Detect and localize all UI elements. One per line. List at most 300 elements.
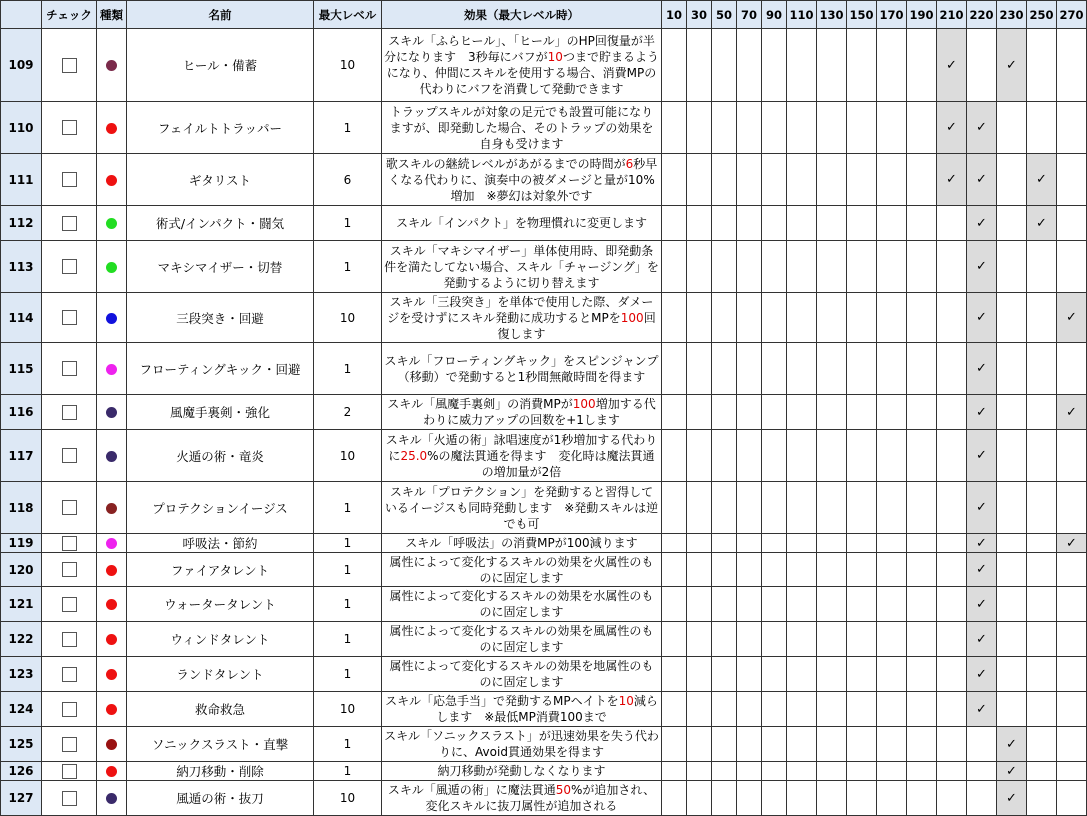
header-level-30: 30 [687, 1, 712, 29]
level-cell-250 [1027, 293, 1057, 343]
row-number: 115 [1, 343, 42, 395]
row-checkbox[interactable] [62, 58, 77, 73]
level-cell-110 [787, 343, 817, 395]
level-cell-210 [937, 553, 967, 587]
header-level-90: 90 [762, 1, 787, 29]
level-cell-50 [712, 622, 737, 657]
level-cell-210 [937, 395, 967, 430]
level-cell-30 [687, 343, 712, 395]
level-check-220: ✓ [967, 241, 997, 293]
level-cell-90 [762, 293, 787, 343]
level-cell-130 [817, 762, 847, 781]
effect-text: 属性によって変化するスキルの効果を火属性のものに固定します [382, 553, 662, 587]
level-cell-230 [997, 343, 1027, 395]
level-cell-90 [762, 692, 787, 727]
level-cell-70 [737, 587, 762, 622]
effect-text: スキル「風遁の術」に魔法貫通50%が追加され、変化スキルに抜刀属性が追加される [382, 781, 662, 816]
level-cell-150 [847, 587, 877, 622]
header-check: チェック [42, 1, 97, 29]
level-cell-50 [712, 241, 737, 293]
kind-cell [97, 482, 127, 534]
level-check-270: ✓ [1057, 534, 1087, 553]
table-row [1, 241, 1087, 293]
skill-name: 火遁の術・竜炎 [127, 430, 314, 482]
level-cell-150 [847, 762, 877, 781]
max-level: 10 [314, 293, 382, 343]
table-row [1, 102, 1087, 154]
row-number: 117 [1, 430, 42, 482]
effect-text: スキル「三段突き」を単体で使用した際、ダメージを受けずにスキル発動に成功するとMPを100回復します [382, 293, 662, 343]
level-cell-190 [907, 293, 937, 343]
level-check-250: ✓ [1027, 206, 1057, 241]
level-cell-270 [1057, 430, 1087, 482]
level-cell-210 [937, 587, 967, 622]
level-cell-210 [937, 482, 967, 534]
level-cell-30 [687, 206, 712, 241]
row-number: 122 [1, 622, 42, 657]
level-check-230: ✓ [997, 29, 1027, 102]
row-checkbox[interactable] [62, 702, 77, 717]
level-cell-150 [847, 657, 877, 692]
level-check-220: ✓ [967, 692, 997, 727]
level-cell-30 [687, 587, 712, 622]
row-checkbox[interactable] [62, 791, 77, 806]
level-cell-150 [847, 430, 877, 482]
header-effect: 効果（最大レベル時） [382, 1, 662, 29]
row-checkbox[interactable] [62, 120, 77, 135]
header-num [1, 1, 42, 29]
max-level: 1 [314, 553, 382, 587]
level-cell-190 [907, 762, 937, 781]
skill-name: フェイルトトラッパー [127, 102, 314, 154]
row-checkbox[interactable] [62, 361, 77, 376]
max-level: 10 [314, 692, 382, 727]
kind-cell [97, 657, 127, 692]
max-level: 1 [314, 102, 382, 154]
check-cell [42, 534, 97, 553]
level-cell-190 [907, 781, 937, 816]
row-number: 121 [1, 587, 42, 622]
kind-dot-icon [106, 739, 117, 750]
row-checkbox[interactable] [62, 562, 77, 577]
header-level-150: 150 [847, 1, 877, 29]
level-cell-10 [662, 293, 687, 343]
check-cell [42, 622, 97, 657]
level-cell-70 [737, 692, 762, 727]
level-cell-10 [662, 553, 687, 587]
table-row [1, 657, 1087, 692]
level-cell-230 [997, 553, 1027, 587]
effect-text: スキル「応急手当」で発動するMPヘイトを10減らします ※最低MP消費100まで [382, 692, 662, 727]
level-cell-70 [737, 241, 762, 293]
level-cell-190 [907, 622, 937, 657]
skill-name: 風遁の術・抜刀 [127, 781, 314, 816]
level-cell-70 [737, 430, 762, 482]
level-cell-110 [787, 206, 817, 241]
table-row [1, 482, 1087, 534]
check-cell [42, 587, 97, 622]
row-number: 125 [1, 727, 42, 762]
kind-dot-icon [106, 503, 117, 514]
check-cell [42, 395, 97, 430]
level-cell-190 [907, 29, 937, 102]
level-cell-210 [937, 692, 967, 727]
level-cell-270 [1057, 692, 1087, 727]
table-row [1, 762, 1087, 781]
kind-dot-icon [106, 313, 117, 324]
level-cell-150 [847, 29, 877, 102]
level-cell-90 [762, 206, 787, 241]
level-cell-150 [847, 395, 877, 430]
level-cell-270 [1057, 206, 1087, 241]
level-cell-250 [1027, 241, 1057, 293]
skill-name: ヒール・備蓄 [127, 29, 314, 102]
kind-cell [97, 154, 127, 206]
level-cell-250 [1027, 534, 1057, 553]
level-cell-150 [847, 534, 877, 553]
check-cell [42, 241, 97, 293]
level-cell-10 [662, 692, 687, 727]
row-number: 110 [1, 102, 42, 154]
level-cell-130 [817, 534, 847, 553]
level-cell-220 [967, 762, 997, 781]
level-cell-90 [762, 657, 787, 692]
level-cell-250 [1027, 29, 1057, 102]
level-cell-50 [712, 430, 737, 482]
level-cell-270 [1057, 29, 1087, 102]
level-cell-170 [877, 587, 907, 622]
kind-cell [97, 343, 127, 395]
check-cell [42, 781, 97, 816]
level-cell-110 [787, 727, 817, 762]
row-number: 112 [1, 206, 42, 241]
level-cell-270 [1057, 154, 1087, 206]
level-cell-70 [737, 343, 762, 395]
kind-dot-icon [106, 538, 117, 549]
level-cell-130 [817, 102, 847, 154]
level-check-220: ✓ [967, 154, 997, 206]
skill-name: ウィンドタレント [127, 622, 314, 657]
level-cell-110 [787, 781, 817, 816]
level-check-270: ✓ [1057, 293, 1087, 343]
level-cell-110 [787, 762, 817, 781]
level-cell-220 [967, 781, 997, 816]
level-cell-30 [687, 781, 712, 816]
level-cell-90 [762, 29, 787, 102]
level-cell-50 [712, 762, 737, 781]
row-checkbox[interactable] [62, 632, 77, 647]
level-cell-50 [712, 482, 737, 534]
level-cell-130 [817, 657, 847, 692]
level-cell-90 [762, 762, 787, 781]
level-cell-190 [907, 553, 937, 587]
header-level-230: 230 [997, 1, 1027, 29]
level-cell-210 [937, 241, 967, 293]
level-check-270: ✓ [1057, 395, 1087, 430]
row-checkbox[interactable] [62, 310, 77, 325]
level-cell-190 [907, 154, 937, 206]
skill-name: 風魔手裏剣・強化 [127, 395, 314, 430]
level-cell-220 [967, 29, 997, 102]
level-check-220: ✓ [967, 587, 997, 622]
level-cell-110 [787, 241, 817, 293]
row-number: 111 [1, 154, 42, 206]
level-cell-150 [847, 343, 877, 395]
level-cell-10 [662, 29, 687, 102]
level-cell-10 [662, 102, 687, 154]
level-cell-70 [737, 482, 762, 534]
max-level: 1 [314, 482, 382, 534]
level-cell-50 [712, 587, 737, 622]
level-cell-50 [712, 781, 737, 816]
level-cell-50 [712, 102, 737, 154]
effect-text: スキル「フローティングキック」をスピンジャンプ（移動）で発動すると1秒間無敵時間を得ます [382, 343, 662, 395]
kind-cell [97, 430, 127, 482]
effect-text: スキル「マキシマイザー」単体使用時、即発動条件を満たしてない場合、スキル「チャージング」を発動するように切り替えます [382, 241, 662, 293]
effect-text: スキル「ソニックスラスト」が迅速効果を失う代わりに、Avoid貫通効果を得ます [382, 727, 662, 762]
table-row [1, 781, 1087, 816]
level-cell-150 [847, 102, 877, 154]
check-cell [42, 727, 97, 762]
level-cell-270 [1057, 657, 1087, 692]
header-level-50: 50 [712, 1, 737, 29]
level-cell-150 [847, 692, 877, 727]
table-row [1, 622, 1087, 657]
level-cell-30 [687, 657, 712, 692]
level-cell-30 [687, 692, 712, 727]
level-cell-190 [907, 587, 937, 622]
max-level: 1 [314, 534, 382, 553]
level-cell-90 [762, 343, 787, 395]
level-check-220: ✓ [967, 622, 997, 657]
level-cell-130 [817, 622, 847, 657]
level-cell-130 [817, 692, 847, 727]
check-cell [42, 482, 97, 534]
level-cell-230 [997, 102, 1027, 154]
level-cell-10 [662, 762, 687, 781]
header-level-130: 130 [817, 1, 847, 29]
level-cell-230 [997, 587, 1027, 622]
row-checkbox[interactable] [62, 448, 77, 463]
effect-text: スキル「インパクト」を物理慣れに変更します [382, 206, 662, 241]
level-cell-190 [907, 430, 937, 482]
level-cell-270 [1057, 781, 1087, 816]
table-row [1, 343, 1087, 395]
level-cell-90 [762, 430, 787, 482]
level-cell-110 [787, 534, 817, 553]
level-cell-170 [877, 29, 907, 102]
level-check-220: ✓ [967, 657, 997, 692]
row-number: 113 [1, 241, 42, 293]
kind-dot-icon [106, 407, 117, 418]
header-level-220: 220 [967, 1, 997, 29]
row-checkbox[interactable] [62, 172, 77, 187]
table-row [1, 553, 1087, 587]
level-cell-110 [787, 482, 817, 534]
level-cell-110 [787, 395, 817, 430]
level-cell-190 [907, 206, 937, 241]
skill-name: ウォータータレント [127, 587, 314, 622]
row-checkbox[interactable] [62, 597, 77, 612]
row-checkbox[interactable] [62, 764, 77, 779]
effect-text: 属性によって変化するスキルの効果を風属性のものに固定します [382, 622, 662, 657]
level-cell-110 [787, 622, 817, 657]
level-cell-210 [937, 781, 967, 816]
level-cell-250 [1027, 692, 1057, 727]
level-cell-150 [847, 293, 877, 343]
level-cell-90 [762, 553, 787, 587]
table-row [1, 29, 1087, 102]
level-cell-170 [877, 762, 907, 781]
level-cell-30 [687, 553, 712, 587]
level-cell-110 [787, 657, 817, 692]
check-cell [42, 553, 97, 587]
skill-name: 三段突き・回避 [127, 293, 314, 343]
level-cell-90 [762, 587, 787, 622]
level-cell-30 [687, 154, 712, 206]
kind-cell [97, 206, 127, 241]
check-cell [42, 343, 97, 395]
level-cell-250 [1027, 553, 1057, 587]
level-check-220: ✓ [967, 343, 997, 395]
level-cell-70 [737, 29, 762, 102]
level-cell-250 [1027, 430, 1057, 482]
header-kind: 種類 [97, 1, 127, 29]
level-cell-230 [997, 206, 1027, 241]
level-check-210: ✓ [937, 154, 967, 206]
kind-dot-icon [106, 175, 117, 186]
level-cell-250 [1027, 343, 1057, 395]
max-level: 1 [314, 727, 382, 762]
kind-dot-icon [106, 634, 117, 645]
level-cell-70 [737, 206, 762, 241]
level-cell-30 [687, 102, 712, 154]
level-cell-190 [907, 343, 937, 395]
level-check-220: ✓ [967, 534, 997, 553]
skill-name: フローティングキック・回避 [127, 343, 314, 395]
header-level-10: 10 [662, 1, 687, 29]
check-cell [42, 293, 97, 343]
level-cell-170 [877, 692, 907, 727]
row-checkbox[interactable] [62, 259, 77, 274]
kind-cell [97, 553, 127, 587]
kind-cell [97, 102, 127, 154]
level-cell-270 [1057, 241, 1087, 293]
kind-cell [97, 241, 127, 293]
level-cell-30 [687, 762, 712, 781]
max-level: 1 [314, 241, 382, 293]
level-cell-230 [997, 692, 1027, 727]
check-cell [42, 102, 97, 154]
level-cell-130 [817, 154, 847, 206]
check-cell [42, 154, 97, 206]
level-cell-50 [712, 534, 737, 553]
row-checkbox[interactable] [62, 737, 77, 752]
row-checkbox[interactable] [62, 536, 77, 551]
level-cell-90 [762, 534, 787, 553]
level-cell-10 [662, 241, 687, 293]
check-cell [42, 692, 97, 727]
level-cell-230 [997, 293, 1027, 343]
max-level: 1 [314, 587, 382, 622]
kind-cell [97, 781, 127, 816]
skill-name: 呼吸法・節約 [127, 534, 314, 553]
level-cell-270 [1057, 102, 1087, 154]
level-cell-10 [662, 587, 687, 622]
row-number: 114 [1, 293, 42, 343]
level-cell-210 [937, 762, 967, 781]
row-checkbox[interactable] [62, 500, 77, 515]
level-cell-50 [712, 395, 737, 430]
level-cell-190 [907, 482, 937, 534]
row-number: 126 [1, 762, 42, 781]
level-check-220: ✓ [967, 206, 997, 241]
check-cell [42, 430, 97, 482]
level-cell-210 [937, 727, 967, 762]
level-cell-50 [712, 206, 737, 241]
level-cell-170 [877, 727, 907, 762]
level-cell-170 [877, 553, 907, 587]
row-number: 120 [1, 553, 42, 587]
level-cell-210 [937, 206, 967, 241]
level-cell-70 [737, 534, 762, 553]
level-cell-130 [817, 29, 847, 102]
level-cell-90 [762, 154, 787, 206]
level-cell-130 [817, 430, 847, 482]
level-cell-170 [877, 293, 907, 343]
row-checkbox[interactable] [62, 216, 77, 231]
header-row [1, 1, 1087, 29]
level-cell-50 [712, 154, 737, 206]
level-cell-170 [877, 241, 907, 293]
row-number: 109 [1, 29, 42, 102]
level-cell-50 [712, 293, 737, 343]
level-cell-190 [907, 241, 937, 293]
effect-text: 歌スキルの継続レベルがあがるまでの時間が6秒早くなる代わりに、演奏中の被ダメージと量が10%増加 ※夢幻は対象外です [382, 154, 662, 206]
effect-text: 属性によって変化するスキルの効果を水属性のものに固定します [382, 587, 662, 622]
level-cell-10 [662, 657, 687, 692]
row-number: 116 [1, 395, 42, 430]
level-cell-50 [712, 343, 737, 395]
header-name: 名前 [127, 1, 314, 29]
level-check-210: ✓ [937, 102, 967, 154]
level-cell-170 [877, 206, 907, 241]
table-row [1, 154, 1087, 206]
level-cell-270 [1057, 762, 1087, 781]
level-cell-130 [817, 781, 847, 816]
header-level-110: 110 [787, 1, 817, 29]
level-cell-250 [1027, 482, 1057, 534]
level-cell-30 [687, 293, 712, 343]
skill-name: 納刀移動・削除 [127, 762, 314, 781]
kind-dot-icon [106, 766, 117, 777]
level-cell-110 [787, 430, 817, 482]
row-checkbox[interactable] [62, 405, 77, 420]
level-cell-110 [787, 102, 817, 154]
level-cell-70 [737, 727, 762, 762]
row-checkbox[interactable] [62, 667, 77, 682]
level-cell-70 [737, 154, 762, 206]
level-check-230: ✓ [997, 762, 1027, 781]
level-cell-130 [817, 553, 847, 587]
level-cell-150 [847, 781, 877, 816]
level-cell-110 [787, 29, 817, 102]
level-cell-270 [1057, 622, 1087, 657]
level-cell-230 [997, 482, 1027, 534]
level-cell-190 [907, 727, 937, 762]
effect-text: スキル「風魔手裏剣」の消費MPが100増加する代わりに威力アップの回数を+1します [382, 395, 662, 430]
max-level: 2 [314, 395, 382, 430]
